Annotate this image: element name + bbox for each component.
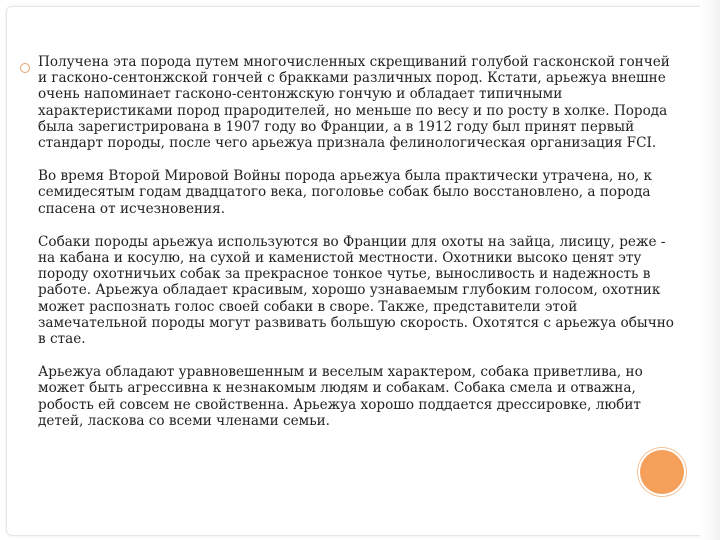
paragraph-temperament: Арьежуа обладают уравновешенным и веселым характером, собака приветлива, но может быть агрессивна к незнакомым людям и собакам. Собака смела и отважна, робость ей совсем не свойственна. Арьежуа хорошо поддается дрессировке, любит детей, ласкова со всеми членами семьи. <box>38 364 643 429</box>
paragraph-hunting-use: Собаки породы арьежуа используются во Франции для охоты на зайца, лисицу, реже - на кабана и косулю, на сухой и каменистой местности. Охотники высоко ценят эту породу охотничьих собак за прекрасное тонкое чутье, выносливость и надежность в работе. Арьежуа обладает красивым, хорошо узнаваемым глубоким голосом, охотник может распознать голос своей собаки в своре. Также, представители этой замечательной породы могут развивать большую скорость. Охотятся с арьежуа обычно в стае. <box>38 233 674 348</box>
paragraph-origin: Получена эта порода путем многочисленных скрещиваний голубой гасконской гончей и гасконо-сентонжской гончей с бракками различных пород. Кстати, арьежуа внешне очень напоминает гасконо-сентонжскую гончую и обладает типичными характеристиками пород прародителей, но меньше по весу и по росту в холке. Порода была зарегистрирована в 1907 году во Франции, а в 1912 году был принят первый стандарт породы, после чего арьежуа признала фелинологическая организация FCI. <box>38 54 670 152</box>
paragraph-war-history: Во время Второй Мировой Войны порода арьежуа была практически утрачена, но, к семидесятым годам двадцатого века, поголовье собак было восстановлено, а порода спасена от исчезновения. <box>38 168 653 217</box>
bullet-circle-icon <box>20 63 30 73</box>
decorative-orange-circle <box>640 450 684 494</box>
slide-body-text <box>38 54 674 446</box>
slide-edge-shadow <box>700 0 720 540</box>
